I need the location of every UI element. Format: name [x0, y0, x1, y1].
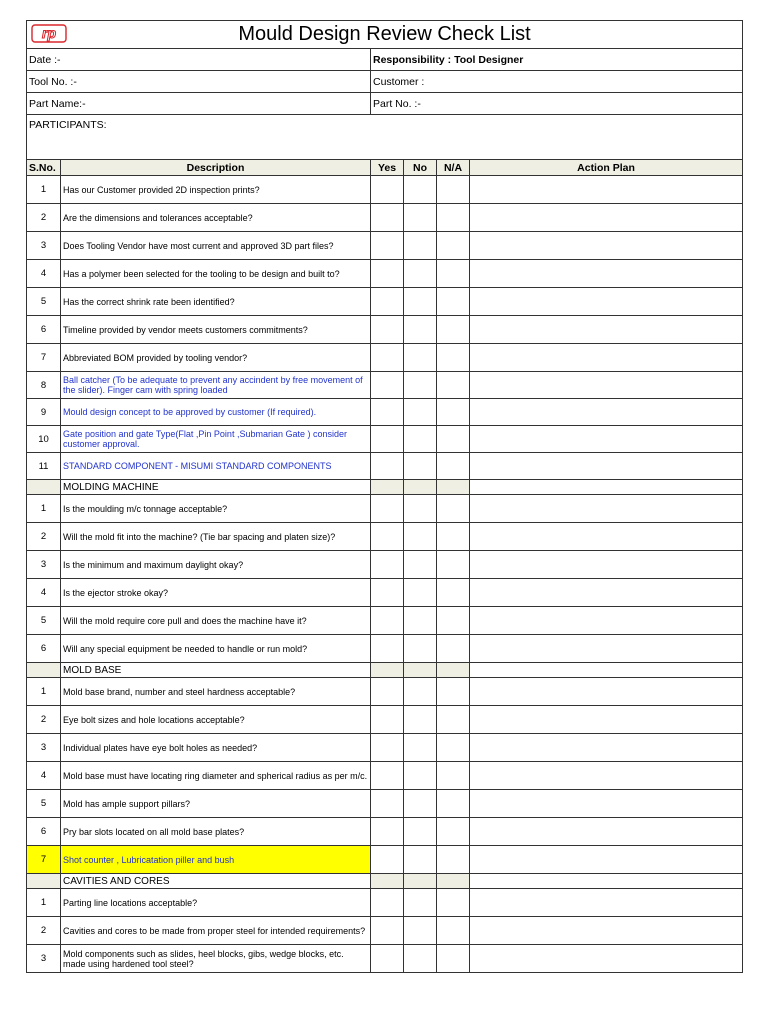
checklist-sheet: [26, 20, 742, 973]
row-description: Mold base must have locating ring diameter and spherical radius as per m/c.: [61, 762, 371, 790]
no-cell[interactable]: [404, 316, 437, 344]
na-cell[interactable]: [437, 260, 470, 288]
na-cell[interactable]: [437, 917, 470, 945]
table-row: [27, 917, 743, 945]
row-description: Eye bolt sizes and hole locations acceptable?: [61, 706, 371, 734]
table-row: [27, 316, 743, 344]
section-row: [27, 874, 743, 889]
na-cell[interactable]: [437, 372, 470, 399]
na-cell[interactable]: [437, 426, 470, 453]
checklist-table: [26, 20, 743, 973]
na-cell[interactable]: [437, 607, 470, 635]
col-sno: S.No.: [27, 160, 61, 176]
row-number: 1: [27, 176, 61, 204]
row-number: 1: [27, 889, 61, 917]
row-description: Mould design concept to be approved by customer (If required).: [61, 399, 371, 426]
row-description: Shot counter , Lubricatation piller and bush: [61, 846, 371, 874]
action-plan-cell[interactable]: [470, 734, 743, 762]
yes-cell[interactable]: [371, 523, 404, 551]
table-row: [27, 399, 743, 426]
no-cell[interactable]: [404, 372, 437, 399]
row-description: Is the minimum and maximum daylight okay?: [61, 551, 371, 579]
row-number: 2: [27, 523, 61, 551]
yes-cell[interactable]: [371, 846, 404, 874]
title-cell: [27, 21, 743, 49]
yes-cell[interactable]: [371, 204, 404, 232]
no-cell[interactable]: [404, 579, 437, 607]
na-cell[interactable]: [437, 204, 470, 232]
col-no: No: [404, 160, 437, 176]
na-cell[interactable]: [437, 889, 470, 917]
na-cell[interactable]: [437, 176, 470, 204]
action-plan-cell[interactable]: [470, 316, 743, 344]
no-cell[interactable]: [404, 453, 437, 480]
action-plan-cell[interactable]: [470, 579, 743, 607]
no-cell[interactable]: [404, 426, 437, 453]
row-number: 7: [27, 846, 61, 874]
action-plan-cell[interactable]: [470, 344, 743, 372]
yes-cell[interactable]: [371, 495, 404, 523]
yes-cell[interactable]: [371, 316, 404, 344]
na-cell[interactable]: [437, 579, 470, 607]
na-cell[interactable]: [437, 523, 470, 551]
action-plan-cell[interactable]: [470, 917, 743, 945]
participants-field[interactable]: PARTICIPANTS:: [27, 115, 743, 160]
table-row: [27, 176, 743, 204]
table-row: [27, 232, 743, 260]
action-plan-cell[interactable]: [470, 706, 743, 734]
no-cell[interactable]: [404, 495, 437, 523]
no-cell[interactable]: [404, 176, 437, 204]
row-number: 6: [27, 635, 61, 663]
row-number: 2: [27, 706, 61, 734]
action-plan-cell[interactable]: [470, 176, 743, 204]
action-plan-cell[interactable]: [470, 846, 743, 874]
table-row: [27, 945, 743, 973]
col-na: N/A: [437, 160, 470, 176]
no-cell[interactable]: [404, 734, 437, 762]
no-cell[interactable]: [404, 399, 437, 426]
row-description: Mold has ample support pillars?: [61, 790, 371, 818]
table-row: [27, 635, 743, 663]
row-description: Abbreviated BOM provided by tooling vendor?: [61, 344, 371, 372]
table-row: [27, 579, 743, 607]
action-plan-cell[interactable]: [470, 288, 743, 316]
row-number: 4: [27, 762, 61, 790]
yes-cell[interactable]: [371, 706, 404, 734]
yes-cell[interactable]: [371, 762, 404, 790]
no-cell[interactable]: [404, 344, 437, 372]
action-plan-cell[interactable]: [470, 889, 743, 917]
no-cell[interactable]: [404, 260, 437, 288]
na-cell[interactable]: [437, 495, 470, 523]
row-description: Has our Customer provided 2D inspection prints?: [61, 176, 371, 204]
yes-cell[interactable]: [371, 889, 404, 917]
row-number: 9: [27, 399, 61, 426]
action-plan-cell[interactable]: [470, 426, 743, 453]
row-description: Cavities and cores to be made from proper steel for intended requirements?: [61, 917, 371, 945]
no-cell[interactable]: [404, 706, 437, 734]
na-cell[interactable]: [437, 790, 470, 818]
action-plan-cell[interactable]: [470, 523, 743, 551]
row-number: 5: [27, 607, 61, 635]
column-header-row: [27, 160, 743, 176]
row-description: Timeline provided by vendor meets customers commitments?: [61, 316, 371, 344]
row-description: Pry bar slots located on all mold base plates?: [61, 818, 371, 846]
table-row: [27, 260, 743, 288]
na-cell[interactable]: [437, 551, 470, 579]
yes-cell[interactable]: [371, 176, 404, 204]
na-cell[interactable]: [437, 453, 470, 480]
section-title-molding-machine: MOLDING MACHINE: [61, 480, 371, 495]
row-number: 4: [27, 260, 61, 288]
no-cell[interactable]: [404, 678, 437, 706]
yes-cell[interactable]: [371, 790, 404, 818]
row-number: 6: [27, 316, 61, 344]
na-cell[interactable]: [437, 846, 470, 874]
na-cell[interactable]: [437, 344, 470, 372]
action-plan-cell[interactable]: [470, 232, 743, 260]
table-row: [27, 678, 743, 706]
na-cell[interactable]: [437, 734, 470, 762]
row-description: Are the dimensions and tolerances acceptable?: [61, 204, 371, 232]
row-number: 3: [27, 232, 61, 260]
yes-cell[interactable]: [371, 372, 404, 399]
action-plan-cell[interactable]: [470, 762, 743, 790]
yes-cell[interactable]: [371, 260, 404, 288]
action-plan-cell[interactable]: [470, 818, 743, 846]
table-row: [27, 495, 743, 523]
row-description: Mold components such as slides, heel blocks, gibs, wedge blocks, etc. made using hardened tool steel?: [61, 945, 371, 973]
row-description: Will any special equipment be needed to handle or run mold?: [61, 635, 371, 663]
row-description: Parting line locations acceptable?: [61, 889, 371, 917]
action-plan-cell[interactable]: [470, 399, 743, 426]
row-description: Gate position and gate Type(Flat ,Pin Point ,Submarian Gate ) consider customer approval.: [61, 426, 371, 453]
table-row: [27, 706, 743, 734]
no-cell[interactable]: [404, 232, 437, 260]
row-number: 5: [27, 288, 61, 316]
yes-cell[interactable]: [371, 818, 404, 846]
row-description: Mold base brand, number and steel hardness acceptable?: [61, 678, 371, 706]
action-plan-cell[interactable]: [470, 204, 743, 232]
yes-cell[interactable]: [371, 607, 404, 635]
action-plan-cell[interactable]: [470, 260, 743, 288]
no-cell[interactable]: [404, 607, 437, 635]
table-row: [27, 790, 743, 818]
table-row: [27, 453, 743, 480]
no-cell[interactable]: [404, 818, 437, 846]
no-cell[interactable]: [404, 889, 437, 917]
row-description: Is the moulding m/c tonnage acceptable?: [61, 495, 371, 523]
na-cell[interactable]: [437, 316, 470, 344]
na-cell[interactable]: [437, 678, 470, 706]
yes-cell[interactable]: [371, 734, 404, 762]
yes-cell[interactable]: [371, 232, 404, 260]
svg-text:rp: rp: [42, 25, 56, 41]
row-number: 10: [27, 426, 61, 453]
table-row: [27, 607, 743, 635]
row-description: Does Tooling Vendor have most current and approved 3D part files?: [61, 232, 371, 260]
na-cell[interactable]: [437, 706, 470, 734]
no-cell[interactable]: [404, 288, 437, 316]
na-cell[interactable]: [437, 762, 470, 790]
yes-cell[interactable]: [371, 288, 404, 316]
no-cell[interactable]: [404, 846, 437, 874]
row-number: 11: [27, 453, 61, 480]
na-cell[interactable]: [437, 818, 470, 846]
action-plan-cell[interactable]: [470, 453, 743, 480]
table-row: [27, 426, 743, 453]
no-cell[interactable]: [404, 523, 437, 551]
action-plan-cell[interactable]: [470, 790, 743, 818]
no-cell[interactable]: [404, 204, 437, 232]
row-number: 2: [27, 917, 61, 945]
table-row: [27, 344, 743, 372]
col-yes: Yes: [371, 160, 404, 176]
responsibility-field: Responsibility : Tool Designer: [371, 49, 743, 71]
section-title-cavities: CAVITIES AND CORES: [61, 874, 371, 889]
no-cell[interactable]: [404, 945, 437, 973]
action-plan-cell[interactable]: [470, 678, 743, 706]
action-plan-cell[interactable]: [470, 495, 743, 523]
yes-cell[interactable]: [371, 344, 404, 372]
section-row: [27, 480, 743, 495]
tool-no-field[interactable]: Tool No. :-: [27, 71, 371, 93]
row-number: 5: [27, 790, 61, 818]
row-description: Has the correct shrink rate been identified?: [61, 288, 371, 316]
row-number: 8: [27, 372, 61, 399]
row-number: 3: [27, 945, 61, 973]
table-row: [27, 288, 743, 316]
na-cell[interactable]: [437, 945, 470, 973]
section-title-mold-base: MOLD BASE: [61, 663, 371, 678]
no-cell[interactable]: [404, 762, 437, 790]
row-number: 3: [27, 734, 61, 762]
action-plan-cell[interactable]: [470, 607, 743, 635]
table-row: [27, 372, 743, 399]
row-description: Will the mold fit into the machine? (Tie bar spacing and platen size)?: [61, 523, 371, 551]
action-plan-cell[interactable]: [470, 635, 743, 663]
table-row-highlighted: [27, 846, 743, 874]
table-row: [27, 818, 743, 846]
row-number: 7: [27, 344, 61, 372]
yes-cell[interactable]: [371, 635, 404, 663]
table-row: [27, 551, 743, 579]
customer-field[interactable]: Customer :: [371, 71, 743, 93]
row-number: 3: [27, 551, 61, 579]
na-cell[interactable]: [437, 399, 470, 426]
na-cell[interactable]: [437, 635, 470, 663]
action-plan-cell[interactable]: [470, 551, 743, 579]
yes-cell[interactable]: [371, 945, 404, 973]
date-field[interactable]: Date :-: [27, 49, 371, 71]
no-cell[interactable]: [404, 917, 437, 945]
yes-cell[interactable]: [371, 579, 404, 607]
no-cell[interactable]: [404, 635, 437, 663]
table-row: [27, 204, 743, 232]
row-number: 4: [27, 579, 61, 607]
row-description: STANDARD COMPONENT - MISUMI STANDARD COMPONENTS: [61, 453, 371, 480]
section-row: [27, 663, 743, 678]
part-name-field[interactable]: Part Name:-: [27, 93, 371, 115]
row-number: 6: [27, 818, 61, 846]
row-description: Will the mold require core pull and does the machine have it?: [61, 607, 371, 635]
table-row: [27, 734, 743, 762]
part-no-field[interactable]: Part No. :-: [371, 93, 743, 115]
row-number: 2: [27, 204, 61, 232]
row-description: Has a polymer been selected for the tooling to be design and built to?: [61, 260, 371, 288]
action-plan-cell[interactable]: [470, 945, 743, 973]
row-description: Individual plates have eye bolt holes as needed?: [61, 734, 371, 762]
col-action-plan: Action Plan: [470, 160, 743, 176]
no-cell[interactable]: [404, 790, 437, 818]
yes-cell[interactable]: [371, 551, 404, 579]
row-description: Is the ejector stroke okay?: [61, 579, 371, 607]
yes-cell[interactable]: [371, 917, 404, 945]
na-cell[interactable]: [437, 288, 470, 316]
yes-cell[interactable]: [371, 399, 404, 426]
row-number: 1: [27, 678, 61, 706]
yes-cell[interactable]: [371, 426, 404, 453]
row-description: Ball catcher (To be adequate to prevent any accindent by free movement of the slider). Finger cam with spring loaded: [61, 372, 371, 399]
company-logo: [31, 24, 67, 43]
yes-cell[interactable]: [371, 453, 404, 480]
action-plan-cell[interactable]: [470, 372, 743, 399]
na-cell[interactable]: [437, 232, 470, 260]
table-row: [27, 762, 743, 790]
col-description: Description: [61, 160, 371, 176]
page-title: Mould Design Review Check List: [238, 23, 531, 45]
table-row: [27, 523, 743, 551]
yes-cell[interactable]: [371, 678, 404, 706]
no-cell[interactable]: [404, 551, 437, 579]
table-row: [27, 889, 743, 917]
row-number: 1: [27, 495, 61, 523]
